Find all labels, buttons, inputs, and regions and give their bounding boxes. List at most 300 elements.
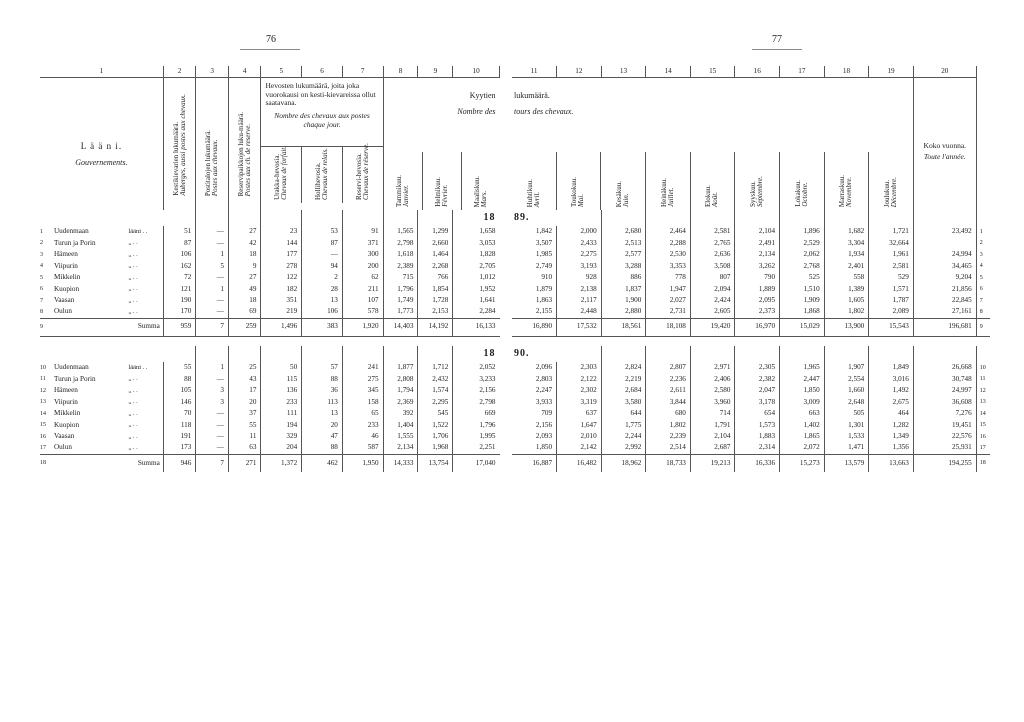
- cell-value: 529: [869, 272, 914, 284]
- row-number-right: 4: [979, 263, 983, 270]
- cell-value: 18,733: [646, 454, 691, 472]
- table-row: [40, 408, 500, 420]
- right-page-table: [512, 66, 990, 472]
- cell-value: 113: [302, 397, 343, 409]
- cell-value: 790: [735, 272, 780, 284]
- cell-value: 1,907: [824, 362, 869, 374]
- cell-value: 2,464: [646, 226, 691, 238]
- cell-value: 2,684: [601, 385, 646, 397]
- cell-value: 7: [196, 454, 229, 472]
- cell-value: 1,660: [824, 385, 869, 397]
- cell-value: 22,845: [913, 295, 976, 307]
- cell-value: 2,373: [735, 307, 780, 319]
- year-label-left: 18: [483, 348, 496, 359]
- cell-value: 3,580: [601, 397, 646, 409]
- cell-value: 2,288: [646, 238, 691, 250]
- region-name: Hämeen: [53, 250, 78, 259]
- cell-value: 43: [228, 374, 261, 386]
- cell-value: 9,204: [913, 272, 976, 284]
- cell-value: 1,889: [735, 284, 780, 296]
- cell-value: 1,883: [735, 431, 780, 443]
- cell-value: 2,731: [646, 307, 691, 319]
- cell-value: 2,514: [646, 443, 691, 455]
- cell-value: 2,000: [557, 226, 602, 238]
- cell-value: 2,577: [601, 249, 646, 261]
- cell-value: 16,890: [512, 318, 557, 336]
- cell-value: 190: [163, 295, 196, 307]
- year-label-left: 18: [483, 212, 496, 223]
- cell-value: 19,451: [913, 420, 976, 432]
- cell-value: 18,108: [646, 318, 691, 336]
- cell-value: 1,728: [418, 295, 453, 307]
- region-name: Viipurin: [53, 397, 78, 406]
- cell-value: 3: [196, 385, 229, 397]
- cell-value: 2,807: [646, 362, 691, 374]
- cell-value: 928: [557, 272, 602, 284]
- table-row-right: [512, 295, 990, 307]
- cell-value: 1,985: [512, 249, 557, 261]
- cell-value: 2,247: [512, 385, 557, 397]
- region-name: Uudenmaan: [53, 227, 89, 236]
- cell-value: 3,507: [512, 238, 557, 250]
- row-number-right: 6: [979, 286, 983, 293]
- header-urakkahevoset: Urakka-hevosia. Chevaux de forfait.: [273, 146, 289, 200]
- row-number: 10: [40, 364, 46, 371]
- cell-value: 32,664: [869, 238, 914, 250]
- cell-value: 1,555: [383, 431, 418, 443]
- cell-value: 2: [302, 272, 343, 284]
- year-label-right: 89.: [514, 212, 530, 223]
- cell-value: 57: [302, 362, 343, 374]
- cell-value: 2,447: [780, 374, 825, 386]
- page-rule-left: [240, 49, 300, 50]
- cell-value: 1,868: [780, 307, 825, 319]
- cell-value: 1,900: [601, 295, 646, 307]
- cell-value: 2,096: [512, 362, 557, 374]
- cell-value: 2,971: [690, 362, 735, 374]
- cell-value: 2,611: [646, 385, 691, 397]
- cell-value: —: [196, 307, 229, 319]
- cell-value: —: [196, 272, 229, 284]
- table-row-right: [512, 408, 990, 420]
- cell-value: 505: [824, 408, 869, 420]
- cell-value: 1,965: [780, 362, 825, 374]
- row-number: 13: [40, 399, 46, 406]
- cell-value: 24,994: [913, 249, 976, 261]
- table-row: [40, 431, 500, 443]
- cell-value: 1,796: [479, 420, 496, 429]
- row-number-right: 9: [976, 318, 990, 336]
- cell-value: 1,787: [869, 295, 914, 307]
- cell-value: 2,251: [479, 443, 496, 452]
- row-number-right: 16: [979, 433, 986, 440]
- cell-value: —: [196, 408, 229, 420]
- cell-value: 1,863: [512, 295, 557, 307]
- cell-value: 1: [196, 249, 229, 261]
- cell-value: 34,465: [913, 261, 976, 273]
- region-name: Turun ja Porin: [53, 374, 96, 383]
- header-month-5: Toukokuu. Mai.: [557, 152, 602, 210]
- header-month-feb: Helmikuu. Février.: [433, 177, 449, 207]
- cell-value: 2,104: [690, 431, 735, 443]
- cell-value: 2,052: [479, 363, 496, 372]
- cell-value: 2,095: [735, 295, 780, 307]
- cell-value: 578: [342, 307, 383, 319]
- cell-value: 3,960: [690, 397, 735, 409]
- row-number: 15: [40, 422, 46, 429]
- cell-value: 2,104: [735, 226, 780, 238]
- cell-value: 1,471: [824, 443, 869, 455]
- cell-value: 1,571: [869, 284, 914, 296]
- cell-value: 211: [342, 284, 383, 296]
- cell-value: 22,576: [913, 431, 976, 443]
- cell-value: —: [196, 443, 229, 455]
- summary-row-right: [512, 318, 990, 336]
- row-number: 18: [40, 454, 54, 472]
- row-number-right: 3: [979, 251, 983, 258]
- table-row: [40, 374, 500, 386]
- cell-value: 19,420: [690, 318, 735, 336]
- cell-value: 1,850: [780, 385, 825, 397]
- cell-value: 87: [163, 238, 196, 250]
- row-number: 2: [40, 240, 43, 247]
- cell-value: 778: [646, 272, 691, 284]
- cell-value: 20: [228, 397, 261, 409]
- cell-value: 275: [342, 374, 383, 386]
- cell-value: 1,721: [869, 226, 914, 238]
- row-number-right: 18: [976, 454, 990, 472]
- header-horses-group-fr: Nombre des chevaux aux postes chaque jour.: [274, 110, 370, 129]
- cell-value: 1,389: [824, 284, 869, 296]
- cell-value: 2,153: [418, 307, 453, 319]
- cell-value: 94: [302, 261, 343, 273]
- cell-value: 1,522: [418, 420, 453, 432]
- cell-value: 2,530: [646, 249, 691, 261]
- cell-value: 1,909: [780, 295, 825, 307]
- cell-value: 88: [163, 374, 196, 386]
- cell-value: 2,382: [735, 374, 780, 386]
- region-name: Oulun: [53, 307, 72, 316]
- cell-value: 115: [261, 374, 302, 386]
- cell-value: 2,155: [512, 307, 557, 319]
- cell-value: 62: [342, 272, 383, 284]
- cell-value: 3,009: [780, 397, 825, 409]
- cell-value: 1,934: [824, 249, 869, 261]
- header-hollihevoset: Hollihevosia. Chevaux de relais.: [314, 147, 330, 200]
- cell-value: 3,016: [869, 374, 914, 386]
- region-name: Mikkelin: [53, 409, 81, 418]
- cell-value: 2,580: [690, 385, 735, 397]
- cell-value: 1,920: [342, 318, 383, 336]
- cell-value: 1,952: [479, 284, 496, 293]
- cell-value: 16,336: [735, 454, 780, 472]
- cell-value: 15,543: [869, 318, 914, 336]
- cell-value: 19,213: [690, 454, 735, 472]
- cell-value: —: [196, 238, 229, 250]
- cell-value: 1: [196, 284, 229, 296]
- cell-value: 2,768: [780, 261, 825, 273]
- cell-value: 200: [342, 261, 383, 273]
- region-name: Mikkelin: [53, 273, 81, 282]
- cell-value: 177: [261, 249, 302, 261]
- cell-value: 37: [228, 408, 261, 420]
- cell-value: 2,027: [646, 295, 691, 307]
- cell-value: 2,798: [383, 238, 418, 250]
- summary-row: [40, 454, 500, 472]
- cell-value: 2,142: [557, 443, 602, 455]
- table-row: [40, 249, 500, 261]
- cell-value: 55: [228, 420, 261, 432]
- header-kyytien: Kyytien: [469, 91, 496, 100]
- cell-value: 2,605: [690, 307, 735, 319]
- cell-value: 300: [342, 249, 383, 261]
- cell-value: 106: [302, 307, 343, 319]
- row-number: 5: [40, 274, 43, 281]
- cell-value: 2,156: [512, 420, 557, 432]
- cell-value: 11: [228, 431, 261, 443]
- row-number-right: 17: [979, 445, 986, 451]
- cell-value: 1,573: [735, 420, 780, 432]
- cell-value: 25: [228, 362, 261, 374]
- cell-value: —: [196, 226, 229, 238]
- cell-value: 204: [261, 443, 302, 455]
- cell-value: 170: [163, 307, 196, 319]
- cell-value: 2,295: [418, 397, 453, 409]
- cell-value: 30,748: [913, 374, 976, 386]
- row-number-right: 15: [979, 422, 986, 429]
- left-page-table: [40, 66, 500, 472]
- row-number: 9: [40, 318, 54, 336]
- cell-value: 2,581: [869, 261, 914, 273]
- region-suffix: „ . .: [128, 284, 163, 296]
- region-name: Turun ja Porin: [53, 238, 96, 247]
- cell-value: 87: [302, 238, 343, 250]
- cell-value: 173: [163, 443, 196, 455]
- cell-value: 69: [228, 307, 261, 319]
- cell-value: 2,648: [824, 397, 869, 409]
- cell-value: —: [196, 431, 229, 443]
- cell-value: 1,464: [418, 249, 453, 261]
- cell-value: 24,997: [913, 385, 976, 397]
- table-row-right: [512, 226, 990, 238]
- region-suffix: „ . .: [128, 431, 163, 443]
- summa-label: Summa: [54, 454, 163, 472]
- cell-value: 2,236: [646, 374, 691, 386]
- cell-value: 2,072: [780, 443, 825, 455]
- cell-value: 13,663: [869, 454, 914, 472]
- page-number-left: 76: [266, 34, 276, 45]
- cell-value: 1,802: [824, 307, 869, 319]
- cell-value: 118: [163, 420, 196, 432]
- cell-value: 2,824: [601, 362, 646, 374]
- row-number: 8: [40, 309, 43, 315]
- year-row-right: [512, 346, 990, 362]
- row-number-right: 8: [979, 309, 983, 315]
- cell-value: 146: [163, 397, 196, 409]
- table-row-right: [512, 272, 990, 284]
- cell-value: 2,094: [690, 284, 735, 296]
- region-name: Uudenmaan: [53, 363, 89, 372]
- cell-value: 1,850: [512, 443, 557, 455]
- cell-value: 587: [342, 443, 383, 455]
- year-row: [40, 346, 500, 362]
- cell-value: [913, 238, 976, 250]
- header-month-jan: Tammikuu. Janvier.: [394, 175, 410, 207]
- row-number: 1: [40, 228, 43, 235]
- cell-value: 1,837: [601, 284, 646, 296]
- cell-value: 910: [512, 272, 557, 284]
- header-row-right: [512, 78, 990, 211]
- year-row: [40, 210, 500, 226]
- table-row: [40, 420, 500, 432]
- cell-value: 23,492: [913, 226, 976, 238]
- cell-value: 194,255: [913, 454, 976, 472]
- cell-value: 2,134: [383, 443, 418, 455]
- cell-value: 20: [302, 420, 343, 432]
- cell-value: 47: [302, 431, 343, 443]
- cell-value: 111: [261, 408, 302, 420]
- cell-value: 1,968: [418, 443, 453, 455]
- cell-value: 191: [163, 431, 196, 443]
- cell-value: 1,301: [824, 420, 869, 432]
- cell-value: 2,134: [735, 249, 780, 261]
- cell-value: 15,029: [780, 318, 825, 336]
- cell-value: 3,844: [646, 397, 691, 409]
- cell-value: 18,962: [601, 454, 646, 472]
- header-lukumaara: lukumäärä.: [514, 91, 550, 100]
- cell-value: —: [196, 295, 229, 307]
- row-number: 7: [40, 297, 43, 304]
- cell-value: 2,010: [557, 431, 602, 443]
- cell-value: 23: [261, 226, 302, 238]
- header-month-6: Kesäkuu. Juin.: [601, 152, 646, 210]
- cell-value: —: [196, 420, 229, 432]
- cell-value: 3,933: [512, 397, 557, 409]
- cell-value: 2,369: [383, 397, 418, 409]
- cell-value: 2,244: [601, 431, 646, 443]
- cell-value: 1,802: [646, 420, 691, 432]
- cell-value: 709: [512, 408, 557, 420]
- cell-value: 194: [261, 420, 302, 432]
- cell-value: 1,282: [869, 420, 914, 432]
- cell-value: 51: [163, 226, 196, 238]
- summa-label: Summa: [54, 318, 163, 336]
- cell-value: 196,681: [913, 318, 976, 336]
- cell-value: 3,288: [601, 261, 646, 273]
- cell-value: 2,138: [557, 284, 602, 296]
- table-row-right: [512, 374, 990, 386]
- cell-value: 2,401: [824, 261, 869, 273]
- cell-value: 26,668: [913, 362, 976, 374]
- cell-value: 807: [690, 272, 735, 284]
- cell-value: 7: [196, 318, 229, 336]
- header-total-fi: Koko vuonna.: [923, 141, 967, 150]
- cell-value: 105: [163, 385, 196, 397]
- cell-value: 27,161: [913, 307, 976, 319]
- cell-value: 1,828: [479, 250, 496, 259]
- cell-value: 16,482: [557, 454, 602, 472]
- header-month-12: Joulukuu. Décembre.: [883, 176, 899, 207]
- cell-value: 1,641: [479, 296, 496, 305]
- cell-value: 3,053: [479, 238, 496, 247]
- table-row: [40, 295, 500, 307]
- cell-value: 1,791: [690, 420, 735, 432]
- header-horses-group: Hevosten lukumäärä, joita joka vuorokausi on kesti-kievareissa ollut saatavana.: [265, 81, 376, 108]
- region-suffix: „ . .: [128, 420, 163, 432]
- cell-value: 1,682: [824, 226, 869, 238]
- cell-value: 9: [228, 261, 261, 273]
- cell-value: 2,803: [512, 374, 557, 386]
- table-row-right: [512, 397, 990, 409]
- cell-value: 2,047: [735, 385, 780, 397]
- cell-value: 1,749: [383, 295, 418, 307]
- header-kestikievarit: Kestikievarien lukumäärä. Auberges, aussi postes aux chevaux.: [171, 94, 187, 196]
- cell-value: 1,842: [512, 226, 557, 238]
- table-row-right: [512, 238, 990, 250]
- cell-value: 3,193: [557, 261, 602, 273]
- cell-value: 1,492: [869, 385, 914, 397]
- header-reservihevoset: Reservi-hevosia. Chevaux de réserve.: [354, 143, 370, 200]
- cell-value: 1,565: [383, 226, 418, 238]
- cell-value: 2,749: [512, 261, 557, 273]
- cell-value: 106: [163, 249, 196, 261]
- cell-value: 2,389: [383, 261, 418, 273]
- table-row: [40, 261, 500, 273]
- cell-value: 1,794: [383, 385, 418, 397]
- region-suffix: „ . .: [128, 261, 163, 273]
- table-row: [40, 307, 500, 319]
- cell-value: 1: [196, 362, 229, 374]
- cell-value: 49: [228, 284, 261, 296]
- cell-value: 219: [261, 307, 302, 319]
- cell-value: 3,178: [735, 397, 780, 409]
- table-row: [40, 284, 500, 296]
- cell-value: 3,353: [646, 261, 691, 273]
- cell-value: 17,532: [557, 318, 602, 336]
- cell-value: 1,496: [261, 318, 302, 336]
- cell-value: 1,995: [479, 432, 496, 441]
- region-name: Vaasan: [53, 432, 75, 441]
- cell-value: 1,865: [780, 431, 825, 443]
- cell-value: 1,299: [418, 226, 453, 238]
- cell-value: 392: [383, 408, 418, 420]
- cell-value: 72: [163, 272, 196, 284]
- cell-value: 663: [780, 408, 825, 420]
- cell-value: 2,448: [557, 307, 602, 319]
- cell-value: 1,647: [557, 420, 602, 432]
- cell-value: 70: [163, 408, 196, 420]
- cell-value: 1,658: [479, 227, 496, 236]
- header-month-8: Elokuu. Août.: [691, 152, 736, 210]
- year-row-right: [512, 210, 990, 226]
- header-month-11: Marraskuu. Novembre.: [825, 152, 870, 210]
- cell-value: 2,303: [557, 362, 602, 374]
- cell-value: 241: [342, 362, 383, 374]
- column-number-row: 1 2 3 4 5 6 7 8 9 10: [40, 66, 500, 78]
- cell-value: 158: [342, 397, 383, 409]
- cell-value: 2,268: [418, 261, 453, 273]
- cell-value: 18: [228, 295, 261, 307]
- cell-value: 2,424: [690, 295, 735, 307]
- cell-value: 21,856: [913, 284, 976, 296]
- cell-value: 946: [163, 454, 196, 472]
- cell-value: 383: [302, 318, 343, 336]
- cell-value: 1,961: [869, 249, 914, 261]
- cell-value: 2,529: [780, 238, 825, 250]
- cell-value: 2,992: [601, 443, 646, 455]
- cell-value: 654: [735, 408, 780, 420]
- region-name: Viipurin: [53, 261, 78, 270]
